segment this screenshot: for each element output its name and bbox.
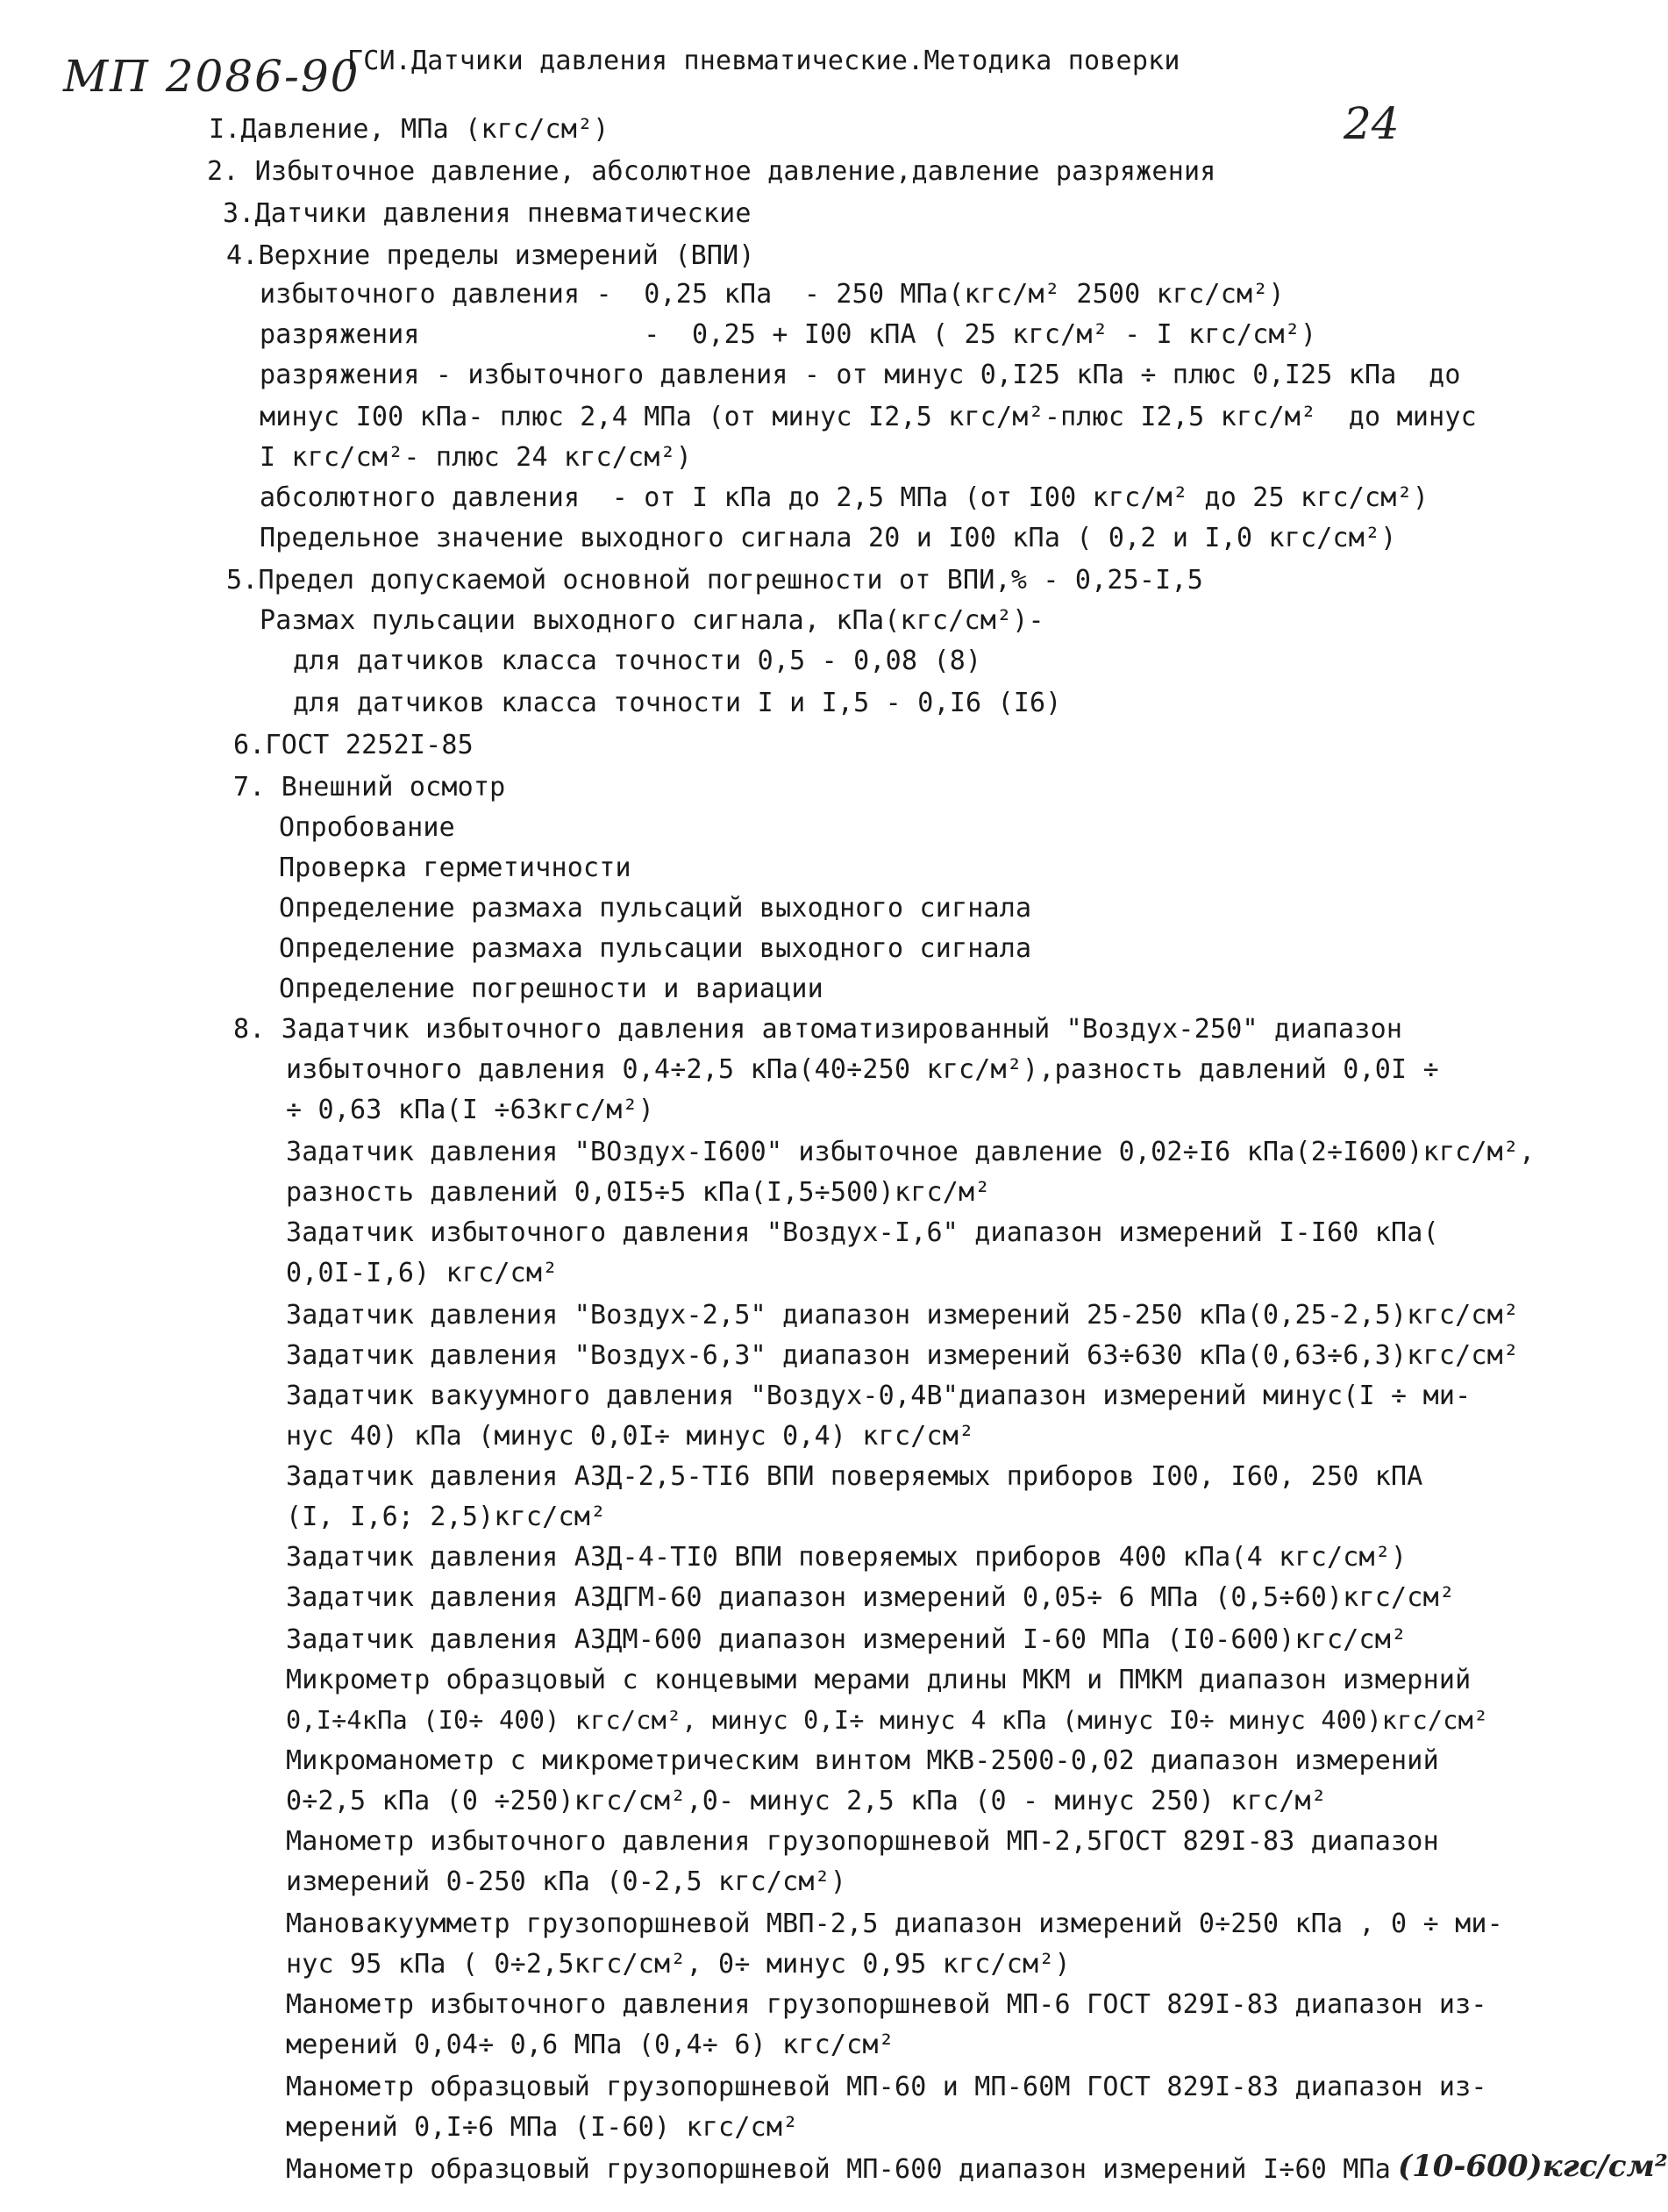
line-47: Манометр избыточного давления грузопоршневой МП-6 ГОСТ 829I-83 диапазон из-: [286, 1989, 1487, 2020]
line-06: разряжения - 0,25 + I00 кПА ( 25 кгс/м² - I кгс/см²): [260, 319, 1317, 350]
line-23: 8. Задатчик избыточного давления автоматизированный "Воздух-250" диапазон: [233, 1014, 1403, 1045]
line-34: Задатчик давления АЗД-2,5-ТI6 ВПИ поверяемых приборов I00, I60, 250 кПА: [286, 1461, 1423, 1492]
line-22: Определение погрешности и вариации: [279, 974, 823, 1004]
line-36: Задатчик давления АЗД-4-ТI0 ВПИ поверяемых приборов 400 кПа(4 кгс/см²): [286, 1542, 1408, 1573]
line-18: Опробование: [279, 812, 455, 843]
line-07: разряжения - избыточного давления - от минус 0,I25 кПа ÷ плюс 0,I25 кПа до: [260, 360, 1461, 390]
line-20: Определение размаха пульсаций выходного сигнала: [279, 893, 1032, 924]
line-31: Задатчик давления "Воздух-6,3" диапазон измерений 63÷630 кПа(0,63÷6,3)кгс/см²: [286, 1340, 1520, 1371]
line-45: Мановакуумметр грузопоршневой МВП-2,5 диапазон измерений 0÷250 кПа , 0 ÷ ми-: [286, 1909, 1503, 1939]
line-14: для датчиков класса точности 0,5 - 0,08 (8): [293, 646, 982, 676]
line-29: 0,0I-I,6) кгс/см²: [286, 1258, 559, 1288]
line-08: минус I00 кПа- плюс 2,4 МПа (от минус I2,5 кгс/м²-плюс I2,5 кгс/м² до минус: [260, 402, 1477, 432]
doc-code-handwritten: МП 2086-90: [63, 51, 360, 102]
line-39: Микрометр образцовый с концевыми мерами длины МКМ и ПМКМ диапазон измерний: [286, 1665, 1472, 1695]
line-51: Манометр образцовый грузопоршневой МП-600 диапазон измерений I÷60 МПа: [286, 2154, 1392, 2185]
line-10: абсолютного давления - от I кПа до 2,5 МПа (от I00 кгс/м² до 25 кгс/см²): [260, 482, 1429, 513]
line-48: мерений 0,04÷ 0,6 МПа (0,4÷ 6) кгс/см²: [286, 2030, 895, 2060]
line-30: Задатчик давления "Воздух-2,5" диапазон измерений 25-250 кПа(0,25-2,5)кгс/см²: [286, 1300, 1520, 1331]
line-01: I.Давление, МПа (кгс/см²): [209, 114, 609, 145]
line-46: нус 95 кПа ( 0÷2,5кгс/см², 0÷ минус 0,95 кгс/см²): [286, 1949, 1071, 1980]
line-04: 4.Верхние пределы измерений (ВПИ): [226, 240, 755, 271]
line-25: ÷ 0,63 кПа(I ÷63кгс/м²): [286, 1095, 655, 1125]
line-02: 2. Избыточное давление, абсолютное давление,давление разряжения: [207, 156, 1216, 187]
line-35: (I, I,6; 2,5)кгс/см²: [286, 1502, 607, 1532]
line-15: для датчиков класса точности I и I,5 - 0,I6 (I6): [293, 688, 1062, 718]
line-33: нус 40) кПа (минус 0,0I÷ минус 0,4) кгс/см²: [286, 1421, 975, 1452]
line-17: 7. Внешний осмотр: [233, 772, 506, 803]
line-05: избыточного давления - 0,25 кПа - 250 МПа(кгс/м² 2500 кгс/см²): [260, 279, 1285, 310]
line-42: 0÷2,5 кПа (0 ÷250)кгс/см²,0- минус 2,5 кПа (0 - минус 250) кгс/м²: [286, 1786, 1327, 1816]
document-title: ГСИ.Датчики давления пневматические.Методика поверки: [347, 46, 1180, 76]
line-38: Задатчик давления АЗДМ-600 диапазон измерений I-60 МПа (I0-600)кгс/см²: [286, 1624, 1408, 1655]
line-12: 5.Предел допускаемой основной погрешности от ВПИ,% - 0,25-I,5: [226, 565, 1203, 596]
line-32: Задатчик вакуумного давления "Воздух-0,4В"диапазон измерений минус(I ÷ ми-: [286, 1381, 1472, 1411]
line-27: разность давлений 0,0I5÷5 кПа(I,5÷500)кгс/м²: [286, 1177, 991, 1208]
line-41: Микроманометр с микрометрическим винтом МКВ-2500-0,02 диапазон измерений: [286, 1745, 1439, 1776]
page-number-handwritten: 24: [1344, 98, 1400, 149]
line-13: Размах пульсации выходного сигнала, кПа(кгс/см²)-: [260, 605, 1044, 636]
line-40: 0,I÷4кПа (I0÷ 400) кгс/см², минус 0,I÷ минус 4 кПа (минус I0÷ минус 400)кгс/см²: [286, 1706, 1489, 1735]
line-26: Задатчик давления "ВОздух-I600" избыточное давление 0,02÷I6 кПа(2÷I600)кгс/м²,: [286, 1137, 1536, 1167]
line-24: избыточного давления 0,4÷2,5 кПа(40÷250 кгс/м²),разность давлений 0,0I ÷: [286, 1054, 1439, 1085]
line-44: измерений 0-250 кПа (0-2,5 кгс/см²): [286, 1866, 847, 1897]
line-09: I кгс/см²- плюс 24 кгс/см²): [260, 442, 693, 473]
line-19: Проверка герметичности: [279, 853, 631, 883]
line-50: мерений 0,I÷6 МПа (I-60) кгс/см²: [286, 2112, 799, 2143]
line-21: Определение размаха пульсации выходного сигнала: [279, 933, 1032, 964]
line-28: Задатчик избыточного давления "Воздух-I,6" диапазон измерений I-I60 кПа(: [286, 1217, 1439, 1248]
line-43: Манометр избыточного давления грузопоршневой МП-2,5ГОСТ 829I-83 диапазон: [286, 1826, 1439, 1857]
last-line-handwritten-note: (10-600)кгс/см²: [1398, 2149, 1668, 2184]
line-11: Предельное значение выходного сигнала 20 и I00 кПа ( 0,2 и I,0 кгс/см²): [260, 523, 1397, 553]
line-37: Задатчик давления АЗДГМ-60 диапазон измерений 0,05÷ 6 МПа (0,5÷60)кгс/см²: [286, 1582, 1456, 1613]
line-16: 6.ГОСТ 2252I-85: [233, 730, 474, 760]
line-49: Манометр образцовый грузопоршневой МП-60 и МП-60М ГОСТ 829I-83 диапазон из-: [286, 2072, 1487, 2102]
line-03: 3.Датчики давления пневматические: [223, 198, 752, 229]
